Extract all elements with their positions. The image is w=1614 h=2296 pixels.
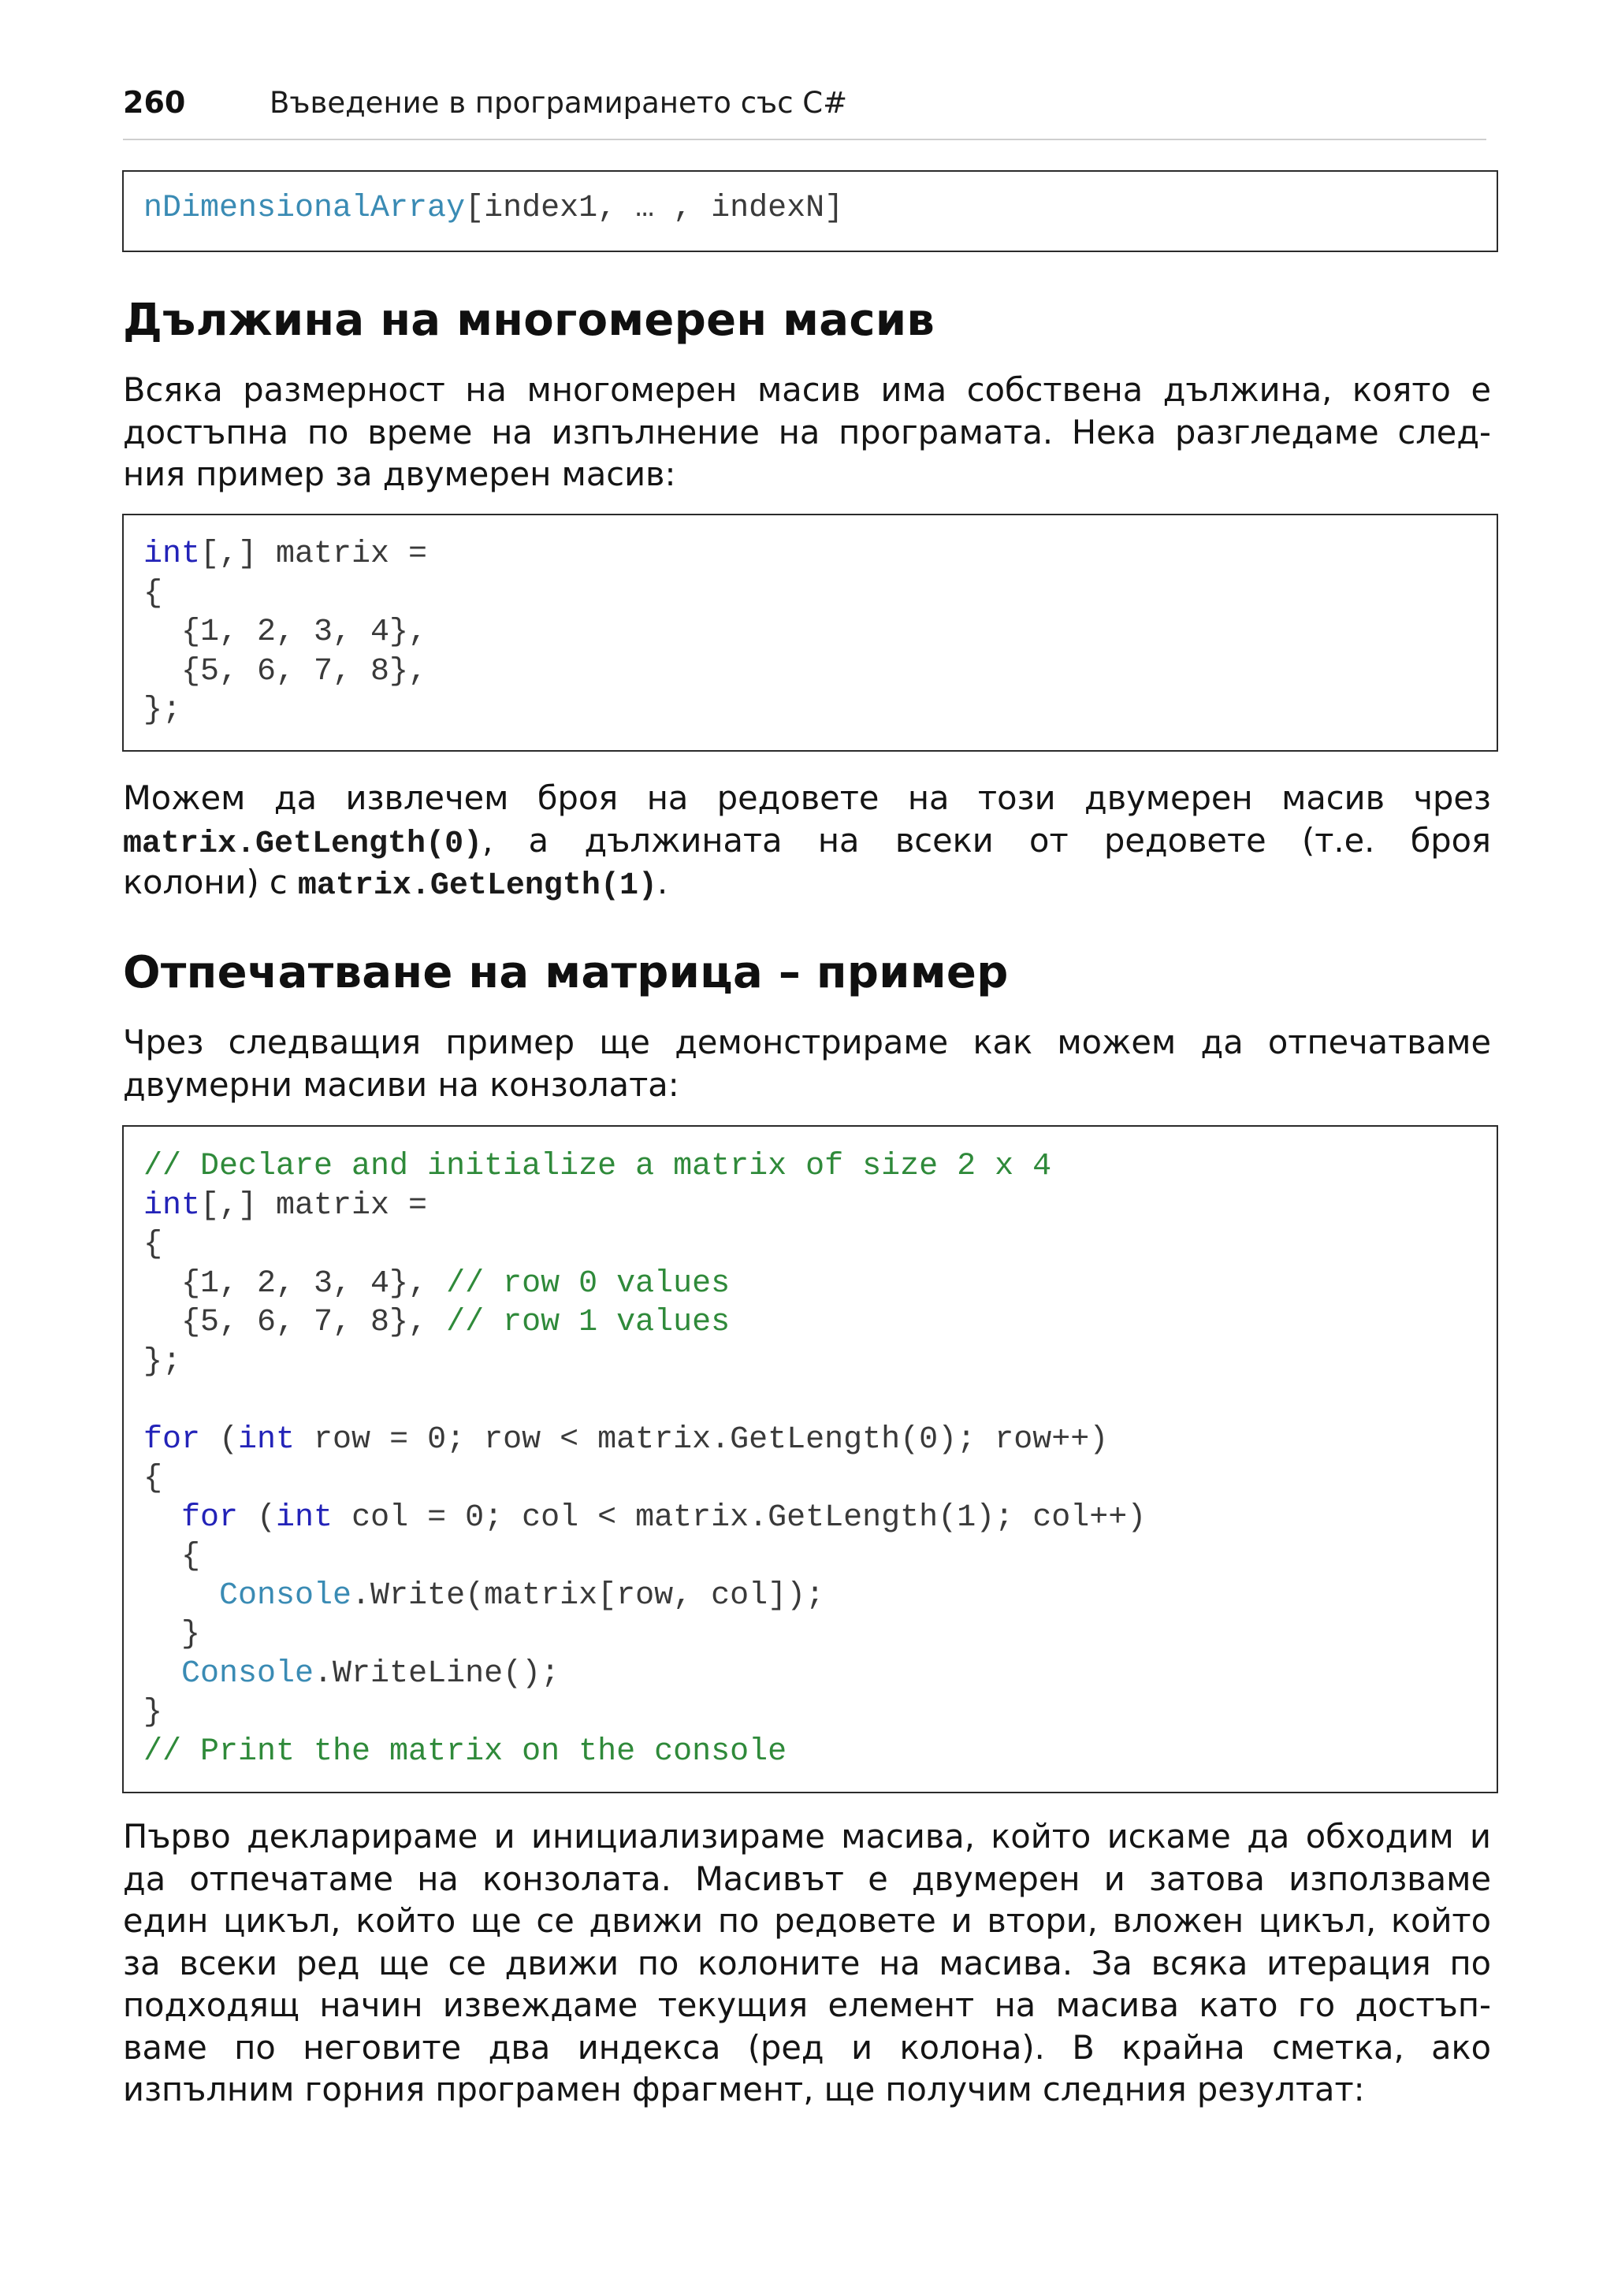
code-type-token: Console — [219, 1577, 352, 1614]
paragraph-array-length-intro — [123, 369, 1491, 496]
page-number: 260 — [123, 85, 186, 120]
code-keyword-token: int — [276, 1499, 333, 1536]
code-line — [143, 1343, 1146, 1382]
paragraph-getlength — [123, 777, 1491, 904]
code-plain-token: }; — [143, 1343, 182, 1380]
code-plain-token: {5, 6, 7, 8}, — [143, 1305, 447, 1340]
code-plain-token: [,] matrix = — [200, 1187, 428, 1224]
code-plain-token: [index1, … , indexN] — [465, 191, 844, 226]
paragraph-line: Можем да извлечем броя на редовете на този двумерен масив чрез — [123, 778, 1491, 817]
section-heading-array-length: Дължина на многомерен масив — [123, 295, 935, 346]
code-comment-token: // row 1 values — [446, 1305, 731, 1340]
code-plain-token: ( — [238, 1499, 277, 1536]
inline-code-getlength-0: matrix.GetLength(0) — [123, 826, 483, 862]
code-plain-token — [143, 1656, 181, 1692]
code-lines — [143, 189, 843, 228]
code-plain-token: { — [143, 575, 163, 611]
inline-code-getlength-1: matrix.GetLength(1) — [297, 868, 657, 904]
code-plain-token: } — [143, 1695, 163, 1730]
code-comment-token: // Declare and initialize a matrix of size 2 x 4 — [143, 1149, 1052, 1184]
code-line — [143, 1187, 1146, 1226]
code-plain-token: row = 0; row < matrix.GetLength(0); row++) — [295, 1421, 1109, 1458]
paragraph-line — [123, 819, 1491, 862]
code-line — [143, 691, 427, 730]
code-plain-token: } — [143, 1617, 201, 1652]
code-keyword-token: int — [143, 1187, 201, 1224]
code-line — [143, 1303, 1146, 1343]
code-line — [143, 1537, 1146, 1577]
paragraph-line: ваме по неговите два индекса (ред и колона). В крайна сметка, ако — [123, 2027, 1491, 2067]
code-line — [143, 189, 843, 228]
code-keyword-token: int — [143, 537, 201, 572]
code-lines — [143, 1147, 1146, 1771]
code-plain-token: }; — [143, 693, 182, 728]
code-line — [143, 1421, 1146, 1460]
code-line — [143, 613, 427, 652]
code-line — [143, 1225, 1146, 1265]
code-plain-token: [,] matrix = — [200, 537, 428, 572]
code-lines — [143, 535, 427, 730]
code-line — [143, 1577, 1146, 1616]
code-plain-token: {1, 2, 3, 4}, — [143, 1265, 447, 1302]
code-plain-token: { — [143, 1539, 201, 1574]
paragraph-line: за всеки ред ще се движи по колоните на масива. За всяка итерация по — [123, 1943, 1491, 1982]
paragraph-line: Всяка размерност на многомерен масив има собствена дължина, която е — [123, 370, 1491, 409]
code-keyword-token: for — [181, 1499, 239, 1536]
code-line — [143, 535, 427, 574]
paragraph-line: Първо декларираме и инициализираме масива, който искаме да обходим и — [123, 1817, 1491, 1856]
paragraph-text: , а дължината на всеки от редовете (т.е. броя — [482, 820, 1491, 860]
code-line — [143, 1381, 1146, 1421]
code-block-indexer-syntax — [122, 170, 1498, 252]
paragraph-line: изпълним горния програмен фрагмент, ще получим следния резултат: — [123, 2070, 1365, 2108]
code-line — [143, 1733, 1146, 1772]
code-keyword-token: int — [238, 1421, 296, 1458]
running-header — [123, 82, 1486, 140]
code-plain-token — [143, 1578, 219, 1614]
code-plain-token — [143, 1500, 181, 1536]
paragraph-line: ния пример за двумерен масив: — [123, 455, 676, 493]
paragraph-text: . — [656, 863, 668, 901]
paragraph-line: двумерни масиви на конзолата: — [123, 1064, 679, 1104]
code-plain-token: { — [143, 1227, 163, 1262]
code-type-token: nDimensionalArray — [143, 191, 466, 226]
book-title: Въведение в програмирането със C# — [270, 86, 848, 120]
paragraph-line: подходящ начин извеждаме текущия елемент на масива като го достъп- — [123, 1986, 1491, 2024]
paragraph-text: колони) с — [123, 863, 298, 901]
code-keyword-token: for — [143, 1421, 201, 1458]
code-plain-token: { — [143, 1461, 163, 1496]
code-line — [143, 1655, 1146, 1694]
code-line — [143, 652, 427, 692]
paragraph-line: Чрез следващия пример ще демонстрираме как можем да отпечатваме — [123, 1023, 1491, 1061]
paragraph-line — [123, 861, 1491, 904]
paragraph-print-matrix-intro — [123, 1021, 1491, 1105]
paragraph-line: да отпечатаме на конзолата. Масивът е двумерен и затова използваме — [123, 1859, 1491, 1898]
code-line — [143, 1459, 1146, 1499]
code-plain-token: {5, 6, 7, 8}, — [143, 653, 428, 689]
code-line — [143, 1499, 1146, 1538]
code-type-token: Console — [181, 1655, 314, 1692]
paragraph-line: достъпна по време на изпълнение на програмата. Нека разгледаме след- — [123, 412, 1491, 451]
paragraph-explanation — [123, 1815, 1491, 2111]
code-plain-token: .WriteLine(); — [314, 1655, 560, 1692]
code-plain-token: {1, 2, 3, 4}, — [143, 615, 428, 650]
code-comment-token: // Print the matrix on the console — [143, 1733, 787, 1770]
code-plain-token: ( — [200, 1421, 239, 1458]
paragraph-line: един цикъл, който ще се движи по редовете и втори, вложен цикъл, който — [123, 1901, 1491, 1940]
code-line — [143, 574, 427, 614]
code-line — [143, 1615, 1146, 1655]
code-block-matrix-declaration — [122, 514, 1498, 752]
code-line — [143, 1265, 1146, 1304]
code-plain-token: .Write(matrix[row, col]); — [351, 1577, 825, 1614]
code-line — [143, 1147, 1146, 1187]
code-plain-token: col = 0; col < matrix.GetLength(1); col++) — [333, 1499, 1147, 1536]
code-line — [143, 1693, 1146, 1733]
code-block-print-matrix — [122, 1125, 1498, 1793]
code-comment-token: // row 0 values — [446, 1265, 731, 1302]
section-heading-print-matrix: Отпечатване на матрица – пример — [123, 947, 1009, 998]
